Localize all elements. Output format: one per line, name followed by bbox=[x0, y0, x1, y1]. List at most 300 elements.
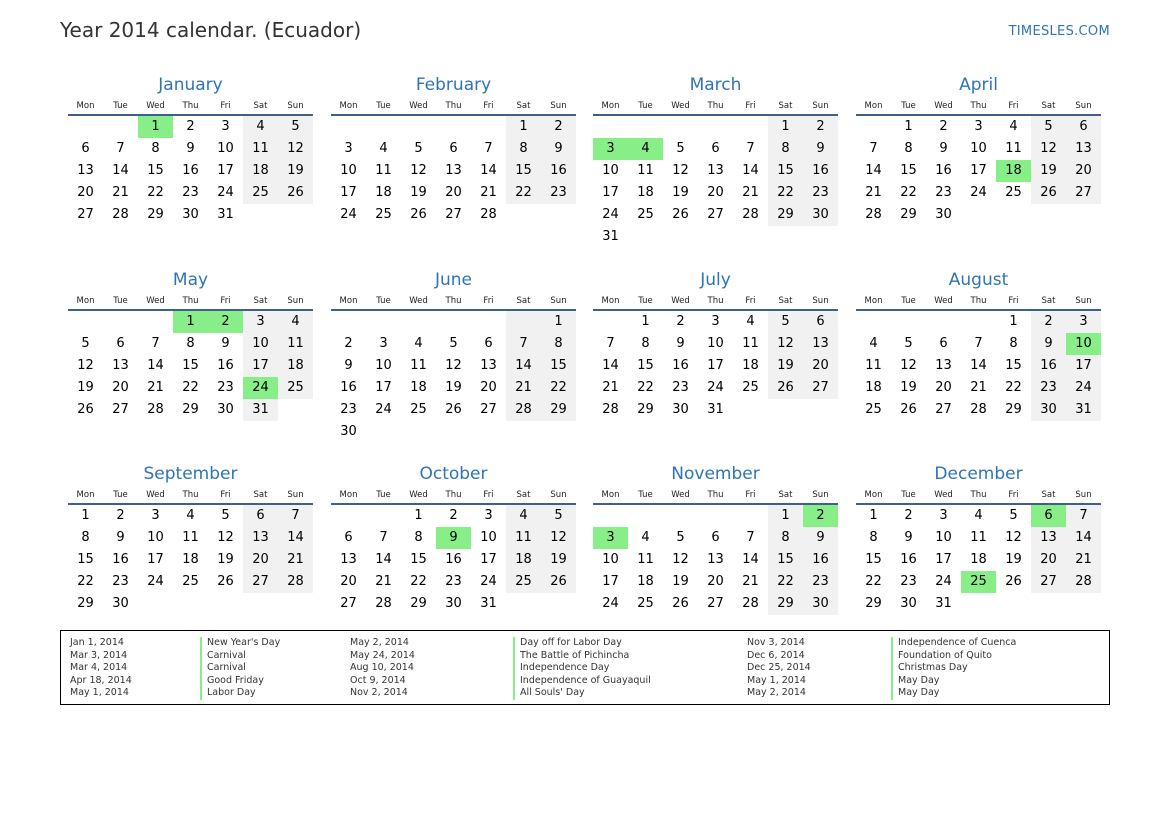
weekday-label: Thu bbox=[970, 101, 987, 111]
day-cell: 14 bbox=[865, 163, 882, 178]
day-cell: 13 bbox=[707, 163, 724, 178]
day-cell: 20 bbox=[803, 355, 838, 377]
month-november bbox=[593, 460, 838, 615]
day-cell: 1 bbox=[869, 508, 878, 523]
day-cell: 20 bbox=[77, 185, 94, 200]
weekday-label: Thu bbox=[707, 490, 724, 500]
day-cell: 15 bbox=[77, 552, 94, 567]
weekday-label: Sun bbox=[550, 490, 567, 500]
weekday-label: Wed bbox=[671, 296, 690, 306]
empty-cell bbox=[471, 116, 506, 138]
weekday-label: Wed bbox=[671, 101, 690, 111]
day-cell: 4 bbox=[641, 530, 650, 545]
day-cell: 19 bbox=[278, 160, 313, 182]
day-cell: 2 bbox=[676, 314, 685, 329]
day-cell: 23 bbox=[935, 185, 952, 200]
day-cell: 9 bbox=[676, 336, 685, 351]
day-cell: 22 bbox=[865, 574, 882, 589]
day-cell: 9 bbox=[1031, 333, 1066, 355]
weekday-label: Fri bbox=[745, 101, 756, 111]
day-cell: 30 bbox=[340, 424, 357, 439]
day-cell: 16 bbox=[445, 552, 462, 567]
day-cell: 29 bbox=[637, 402, 654, 417]
day-cell: 10 bbox=[935, 530, 952, 545]
day-cell: 4 bbox=[869, 336, 878, 351]
day-cell: 24 bbox=[707, 380, 724, 395]
weekday-label: Sun bbox=[550, 296, 567, 306]
day-cell: 10 bbox=[147, 530, 164, 545]
empty-cell bbox=[698, 505, 733, 527]
day-cell: 24 bbox=[340, 207, 357, 222]
day-cell: 18 bbox=[278, 355, 313, 377]
legend-holiday-name: New Year's Day bbox=[200, 637, 280, 650]
day-cell: 12 bbox=[768, 333, 803, 355]
day-cell: 6 bbox=[803, 311, 838, 333]
day-cell: 22 bbox=[637, 380, 654, 395]
weekday-label: Sat bbox=[778, 101, 793, 111]
day-cell: 21 bbox=[480, 185, 497, 200]
day-cell: 22 bbox=[182, 380, 199, 395]
day-cell: 4 bbox=[746, 314, 755, 329]
weekday-header bbox=[331, 99, 576, 114]
day-cell: 12 bbox=[445, 358, 462, 373]
day-cell: 9 bbox=[116, 530, 125, 545]
holiday-day-cell: 2 bbox=[803, 505, 838, 527]
day-cell: 7 bbox=[151, 336, 160, 351]
day-cell: 11 bbox=[278, 333, 313, 355]
empty-cell bbox=[138, 311, 173, 333]
day-cell: 9 bbox=[939, 141, 948, 156]
day-cell: 23 bbox=[1031, 377, 1066, 399]
day-cell: 7 bbox=[1066, 505, 1101, 527]
month-june bbox=[331, 266, 576, 443]
day-cell: 24 bbox=[970, 185, 987, 200]
holiday-day-cell: 25 bbox=[961, 571, 996, 593]
day-cell: 3 bbox=[243, 311, 278, 333]
day-cell: 1 bbox=[1009, 314, 1018, 329]
weekday-header bbox=[593, 294, 838, 309]
legend-date-column bbox=[747, 637, 811, 700]
day-grid bbox=[331, 311, 576, 443]
day-cell: 22 bbox=[900, 185, 917, 200]
legend-date: May 1, 2014 bbox=[747, 674, 806, 686]
legend-holiday-name: Independence Day bbox=[513, 662, 651, 675]
day-cell: 4 bbox=[379, 141, 388, 156]
day-cell: 17 bbox=[602, 574, 619, 589]
day-cell: 28 bbox=[112, 207, 129, 222]
day-cell: 19 bbox=[77, 380, 94, 395]
day-cell: 1 bbox=[81, 508, 90, 523]
day-cell: 13 bbox=[1066, 138, 1101, 160]
day-cell: 31 bbox=[243, 399, 278, 421]
holiday-day-cell: 4 bbox=[628, 138, 663, 160]
day-cell: 21 bbox=[602, 380, 619, 395]
day-cell: 24 bbox=[147, 574, 164, 589]
weekday-label: Wed bbox=[146, 490, 165, 500]
day-cell: 10 bbox=[375, 358, 392, 373]
day-cell: 2 bbox=[904, 508, 913, 523]
weekday-label: Sun bbox=[1075, 490, 1092, 500]
day-cell: 21 bbox=[1066, 549, 1101, 571]
legend-date: Jan 1, 2014 bbox=[70, 637, 124, 648]
day-cell: 8 bbox=[81, 530, 90, 545]
day-cell: 23 bbox=[672, 380, 689, 395]
day-cell: 14 bbox=[375, 552, 392, 567]
weekday-label: Mon bbox=[601, 490, 620, 500]
legend-date: Dec 6, 2014 bbox=[747, 649, 805, 661]
day-cell: 29 bbox=[77, 596, 94, 611]
day-grid bbox=[68, 116, 313, 226]
day-cell: 19 bbox=[672, 185, 689, 200]
weekday-label: Sat bbox=[516, 296, 531, 306]
day-cell: 20 bbox=[1066, 160, 1101, 182]
day-cell: 19 bbox=[1005, 552, 1022, 567]
weekday-label: Sun bbox=[550, 101, 567, 111]
day-cell: 22 bbox=[541, 377, 576, 399]
weekday-label: Sun bbox=[812, 490, 829, 500]
day-cell: 18 bbox=[637, 185, 654, 200]
month-title: November bbox=[671, 464, 760, 484]
weekday-label: Mon bbox=[864, 101, 883, 111]
day-cell: 10 bbox=[480, 530, 497, 545]
day-cell: 19 bbox=[768, 355, 803, 377]
weekday-label: Mon bbox=[76, 296, 95, 306]
day-cell: 26 bbox=[77, 402, 94, 417]
day-cell: 12 bbox=[672, 163, 689, 178]
day-cell: 16 bbox=[803, 160, 838, 182]
weekday-label: Mon bbox=[864, 296, 883, 306]
day-cell: 8 bbox=[506, 138, 541, 160]
day-cell: 20 bbox=[707, 185, 724, 200]
day-cell: 26 bbox=[445, 402, 462, 417]
day-cell: 12 bbox=[77, 358, 94, 373]
legend-holiday-name: Christmas Day bbox=[891, 662, 1016, 675]
weekday-label: Thu bbox=[182, 490, 199, 500]
day-cell: 6 bbox=[344, 530, 353, 545]
day-cell: 13 bbox=[112, 358, 129, 373]
day-cell: 5 bbox=[221, 508, 230, 523]
day-cell: 20 bbox=[707, 574, 724, 589]
weekday-label: Thu bbox=[182, 101, 199, 111]
day-cell: 15 bbox=[768, 549, 803, 571]
day-cell: 7 bbox=[379, 530, 388, 545]
day-cell: 22 bbox=[1005, 380, 1022, 395]
weekday-label: Fri bbox=[1008, 101, 1019, 111]
legend-date: May 2, 2014 bbox=[747, 687, 806, 698]
weekday-label: Thu bbox=[707, 296, 724, 306]
month-title: August bbox=[948, 270, 1009, 290]
day-cell: 16 bbox=[340, 380, 357, 395]
day-cell: 26 bbox=[672, 207, 689, 222]
day-cell: 18 bbox=[637, 574, 654, 589]
day-cell: 14 bbox=[147, 358, 164, 373]
legend-name-column bbox=[200, 637, 280, 700]
day-cell: 18 bbox=[182, 552, 199, 567]
empty-cell bbox=[856, 311, 891, 333]
weekday-label: Fri bbox=[483, 490, 494, 500]
day-cell: 4 bbox=[414, 336, 423, 351]
day-cell: 29 bbox=[768, 593, 803, 615]
day-cell: 25 bbox=[637, 596, 654, 611]
day-cell: 1 bbox=[768, 116, 803, 138]
page-title: Year 2014 calendar. (Ecuador) bbox=[60, 18, 362, 42]
weekday-label: Sun bbox=[812, 101, 829, 111]
day-cell: 19 bbox=[217, 552, 234, 567]
day-cell: 9 bbox=[186, 141, 195, 156]
day-cell: 13 bbox=[445, 163, 462, 178]
day-cell: 26 bbox=[278, 182, 313, 204]
day-cell: 11 bbox=[742, 336, 759, 351]
month-title: May bbox=[172, 270, 209, 290]
legend-holiday-name: Carnival bbox=[200, 650, 280, 663]
day-cell: 15 bbox=[637, 358, 654, 373]
day-cell: 24 bbox=[935, 574, 952, 589]
day-cell: 25 bbox=[243, 182, 278, 204]
empty-cell bbox=[926, 311, 961, 333]
day-cell: 14 bbox=[278, 527, 313, 549]
day-cell: 3 bbox=[344, 141, 353, 156]
weekday-header bbox=[68, 99, 313, 114]
legend-date: May 1, 2014 bbox=[70, 687, 129, 698]
weekday-label: Thu bbox=[182, 296, 199, 306]
holiday-day-cell: 1 bbox=[173, 311, 208, 333]
empty-cell bbox=[628, 505, 663, 527]
day-cell: 14 bbox=[970, 358, 987, 373]
day-cell: 24 bbox=[217, 185, 234, 200]
day-cell: 28 bbox=[278, 571, 313, 593]
day-cell: 2 bbox=[116, 508, 125, 523]
weekday-label: Fri bbox=[483, 296, 494, 306]
day-cell: 17 bbox=[935, 552, 952, 567]
month-april bbox=[856, 71, 1101, 226]
day-cell: 20 bbox=[445, 185, 462, 200]
month-title: February bbox=[415, 75, 492, 95]
day-cell: 11 bbox=[970, 530, 987, 545]
holiday-legend bbox=[60, 630, 1110, 705]
day-cell: 27 bbox=[1066, 182, 1101, 204]
weekday-label: Sat bbox=[253, 490, 268, 500]
day-cell: 10 bbox=[217, 141, 234, 156]
day-cell: 15 bbox=[182, 358, 199, 373]
weekday-label: Wed bbox=[409, 490, 428, 500]
day-cell: 12 bbox=[1005, 530, 1022, 545]
legend-date: Dec 25, 2014 bbox=[747, 662, 811, 673]
day-cell: 24 bbox=[375, 402, 392, 417]
day-cell: 27 bbox=[77, 207, 94, 222]
weekday-label: Mon bbox=[864, 490, 883, 500]
weekday-label: Thu bbox=[970, 296, 987, 306]
month-title: July bbox=[700, 270, 731, 290]
weekday-label: Sat bbox=[778, 490, 793, 500]
legend-holiday-name: All Souls' Day bbox=[513, 687, 651, 700]
weekday-label: Wed bbox=[671, 490, 690, 500]
day-cell: 28 bbox=[375, 596, 392, 611]
day-cell: 26 bbox=[1005, 574, 1022, 589]
day-cell: 1 bbox=[904, 119, 913, 134]
day-cell: 23 bbox=[445, 574, 462, 589]
weekday-label: Tue bbox=[376, 101, 391, 111]
day-cell: 6 bbox=[116, 336, 125, 351]
day-cell: 10 bbox=[970, 141, 987, 156]
weekday-header bbox=[856, 488, 1101, 503]
legend-date: Apr 18, 2014 bbox=[70, 674, 132, 686]
weekday-label: Wed bbox=[934, 296, 953, 306]
weekday-label: Mon bbox=[601, 296, 620, 306]
month-may bbox=[68, 266, 313, 421]
day-cell: 3 bbox=[1066, 311, 1101, 333]
day-cell: 23 bbox=[112, 574, 129, 589]
legend-date: Aug 10, 2014 bbox=[350, 662, 414, 673]
day-cell: 2 bbox=[449, 508, 458, 523]
weekday-header bbox=[856, 294, 1101, 309]
day-cell: 31 bbox=[935, 596, 952, 611]
month-title: June bbox=[434, 270, 473, 290]
legend-date: Mar 3, 2014 bbox=[70, 649, 128, 661]
day-cell: 22 bbox=[77, 574, 94, 589]
day-cell: 30 bbox=[445, 596, 462, 611]
site-link[interactable]: TIMESLES.COM bbox=[1008, 24, 1110, 39]
day-cell: 3 bbox=[974, 119, 983, 134]
weekday-label: Thu bbox=[970, 490, 987, 500]
day-cell: 2 bbox=[344, 336, 353, 351]
day-cell: 7 bbox=[974, 336, 983, 351]
day-cell: 7 bbox=[116, 141, 125, 156]
weekday-label: Mon bbox=[76, 490, 95, 500]
day-cell: 24 bbox=[1066, 377, 1101, 399]
day-cell: 16 bbox=[541, 160, 576, 182]
day-cell: 30 bbox=[803, 593, 838, 615]
holiday-day-cell: 3 bbox=[593, 527, 628, 549]
weekday-label: Thu bbox=[707, 101, 724, 111]
day-cell: 17 bbox=[1066, 355, 1101, 377]
weekday-header bbox=[68, 294, 313, 309]
day-cell: 24 bbox=[602, 596, 619, 611]
day-cell: 23 bbox=[541, 182, 576, 204]
weekday-label: Sat bbox=[253, 101, 268, 111]
day-cell: 8 bbox=[768, 527, 803, 549]
day-cell: 16 bbox=[803, 549, 838, 571]
legend-date: May 2, 2014 bbox=[350, 637, 409, 648]
day-cell: 23 bbox=[803, 571, 838, 593]
day-cell: 13 bbox=[243, 527, 278, 549]
legend-date: Nov 3, 2014 bbox=[747, 637, 805, 648]
day-cell: 20 bbox=[112, 380, 129, 395]
day-cell: 7 bbox=[606, 336, 615, 351]
day-cell: 26 bbox=[541, 571, 576, 593]
day-cell: 12 bbox=[410, 163, 427, 178]
day-cell: 30 bbox=[672, 402, 689, 417]
empty-cell bbox=[436, 311, 471, 333]
day-cell: 18 bbox=[970, 552, 987, 567]
day-cell: 13 bbox=[340, 552, 357, 567]
day-cell: 3 bbox=[221, 119, 230, 134]
day-cell: 28 bbox=[147, 402, 164, 417]
holiday-day-cell: 9 bbox=[436, 527, 471, 549]
day-cell: 13 bbox=[803, 333, 838, 355]
day-cell: 10 bbox=[340, 163, 357, 178]
day-cell: 13 bbox=[935, 358, 952, 373]
day-cell: 5 bbox=[676, 530, 685, 545]
holiday-day-cell: 3 bbox=[593, 138, 628, 160]
day-grid bbox=[331, 505, 576, 615]
day-cell: 23 bbox=[182, 185, 199, 200]
day-cell: 17 bbox=[480, 552, 497, 567]
day-cell: 29 bbox=[182, 402, 199, 417]
empty-cell bbox=[331, 116, 366, 138]
day-cell: 29 bbox=[541, 399, 576, 421]
day-cell: 15 bbox=[506, 160, 541, 182]
weekday-label: Sun bbox=[287, 490, 304, 500]
weekday-label: Sat bbox=[778, 296, 793, 306]
weekday-header bbox=[856, 99, 1101, 114]
weekday-label: Fri bbox=[483, 101, 494, 111]
day-cell: 20 bbox=[243, 549, 278, 571]
day-cell: 12 bbox=[278, 138, 313, 160]
legend-date-column bbox=[350, 637, 415, 700]
weekday-label: Fri bbox=[745, 490, 756, 500]
empty-cell bbox=[68, 311, 103, 333]
day-cell: 29 bbox=[768, 204, 803, 226]
day-cell: 16 bbox=[672, 358, 689, 373]
weekday-label: Tue bbox=[113, 101, 128, 111]
day-cell: 6 bbox=[1066, 116, 1101, 138]
day-cell: 28 bbox=[970, 402, 987, 417]
day-cell: 4 bbox=[186, 508, 195, 523]
empty-cell bbox=[506, 311, 541, 333]
weekday-label: Fri bbox=[1008, 296, 1019, 306]
day-cell: 8 bbox=[904, 141, 913, 156]
day-cell: 15 bbox=[865, 552, 882, 567]
weekday-label: Sat bbox=[253, 296, 268, 306]
day-cell: 27 bbox=[480, 402, 497, 417]
day-cell: 28 bbox=[480, 207, 497, 222]
day-cell: 21 bbox=[506, 377, 541, 399]
month-title: December bbox=[934, 464, 1023, 484]
day-cell: 19 bbox=[541, 549, 576, 571]
day-cell: 25 bbox=[375, 207, 392, 222]
day-cell: 9 bbox=[904, 530, 913, 545]
day-cell: 17 bbox=[243, 355, 278, 377]
empty-cell bbox=[366, 311, 401, 333]
empty-cell bbox=[663, 116, 698, 138]
legend-date: Nov 2, 2014 bbox=[350, 687, 408, 698]
day-cell: 3 bbox=[379, 336, 388, 351]
day-cell: 25 bbox=[278, 377, 313, 399]
day-cell: 26 bbox=[672, 596, 689, 611]
holiday-day-cell: 1 bbox=[138, 116, 173, 138]
weekday-label: Tue bbox=[376, 296, 391, 306]
weekday-label: Tue bbox=[638, 296, 653, 306]
day-cell: 17 bbox=[217, 163, 234, 178]
day-cell: 11 bbox=[410, 358, 427, 373]
day-cell: 26 bbox=[900, 402, 917, 417]
day-cell: 11 bbox=[637, 163, 654, 178]
day-cell: 19 bbox=[900, 380, 917, 395]
empty-cell bbox=[628, 116, 663, 138]
weekday-label: Sat bbox=[516, 490, 531, 500]
day-cell: 8 bbox=[768, 138, 803, 160]
day-cell: 21 bbox=[375, 574, 392, 589]
day-cell: 12 bbox=[217, 530, 234, 545]
day-cell: 10 bbox=[707, 336, 724, 351]
day-cell: 28 bbox=[865, 207, 882, 222]
day-cell: 27 bbox=[243, 571, 278, 593]
day-cell: 7 bbox=[746, 141, 755, 156]
weekday-label: Tue bbox=[113, 296, 128, 306]
day-cell: 28 bbox=[742, 207, 759, 222]
day-cell: 13 bbox=[77, 163, 94, 178]
day-cell: 21 bbox=[865, 185, 882, 200]
